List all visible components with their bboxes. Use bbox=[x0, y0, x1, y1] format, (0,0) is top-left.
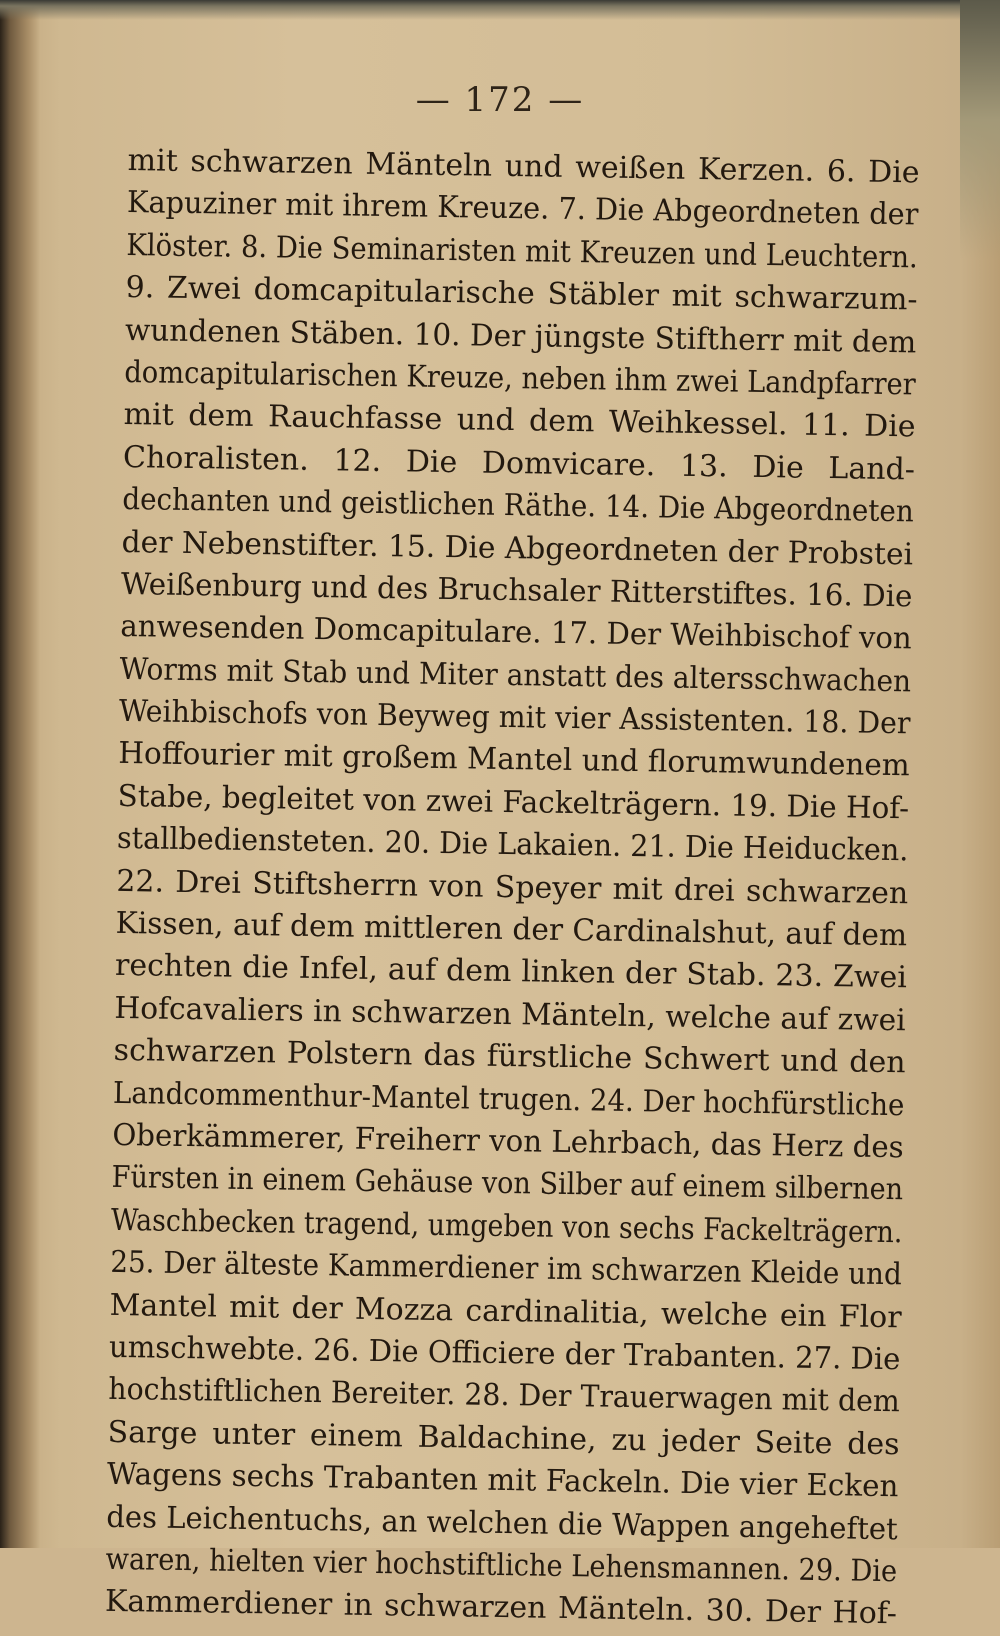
text-line: Kammerdiener in schwarzen Mänteln. 30. Der Hof- bbox=[104, 1584, 898, 1632]
book-spine-shadow bbox=[0, 0, 40, 1548]
text-line: Weißenburg und des Bruchsaler Ritterstiftes. 16. Die bbox=[120, 566, 913, 615]
top-edge-shadow bbox=[0, 0, 1000, 20]
page-number: — 172 — bbox=[415, 80, 585, 120]
text-line: Fürsten in einem Gehäuse von Silber auf einem silbernen bbox=[111, 1160, 904, 1208]
text-line: rechten die Infel, auf dem linken der Stab. 23. Zwei bbox=[114, 948, 908, 996]
text-line: 22. Drei Stiftsherrn von Speyer mit drei schwarzen bbox=[116, 863, 909, 911]
text-line: anwesenden Domcapitulare. 17. Der Weihbischof von bbox=[120, 609, 912, 657]
text-line: Worms mit Stab und Miter anstatt des altersschwachen bbox=[119, 651, 912, 700]
text-line: Klöster. 8. Die Seminaristen mit Kreuzen und Leuchtern. bbox=[126, 227, 919, 276]
text-line: schwarzen Polstern das fürstliche Schwert und den bbox=[113, 1033, 906, 1081]
text-line: Hoffourier mit großem Mantel und florumwundenem bbox=[118, 736, 910, 784]
text-line: des Leichentuchs, an welchen die Wappen angeheftet bbox=[106, 1499, 899, 1547]
body-text bbox=[105, 140, 920, 1636]
text-line: Kapuziner mit ihrem Kreuze. 7. Die Abgeordneten der bbox=[126, 185, 919, 233]
text-line: Waschbecken tragend, umgeben von sechs Fackelträgern. bbox=[110, 1202, 903, 1251]
text-line: Wagens sechs Trabanten mit Fackeln. Die vier Ecken bbox=[106, 1456, 899, 1505]
text-line: Stabe, begleitet von zwei Fackelträgern. 19. Die Hof- bbox=[117, 778, 910, 827]
text-line: 9. Zwei domcapitularische Stäbler mit schwarzum- bbox=[125, 270, 918, 318]
text-line: waren, hielten vier hochstiftliche Lehensmannen. 29. Die bbox=[105, 1541, 898, 1590]
text-line: Sarge unter einem Baldachine, zu jeder Seite des bbox=[107, 1414, 900, 1462]
text-line: Hofcavaliers in schwarzen Mänteln, welche auf zwei bbox=[114, 990, 906, 1039]
right-edge-shadow bbox=[960, 0, 1000, 260]
text-line: Mantel mit der Mozza cardinalitia, welche ein Flor bbox=[109, 1287, 902, 1335]
text-line: mit schwarzen Mänteln und weißen Kerzen. 6. Die bbox=[127, 142, 920, 191]
text-line: mit dem Rauchfasse und dem Weihkessel. 11. Die bbox=[123, 397, 916, 445]
text-line: domcapitularischen Kreuze, neben ihm zwei Landpfarrer bbox=[124, 354, 917, 403]
text-line: umschwebte. 26. Die Officiere der Trabanten. 27. Die bbox=[108, 1329, 901, 1378]
text-line: der Nebenstifter. 15. Die Abgeordneten der Probstei bbox=[121, 524, 914, 572]
text-line: stallbediensteten. 20. Die Lakaien. 21. Die Heiducken. bbox=[116, 821, 909, 869]
text-line: Kissen, auf dem mittleren der Cardinalshut, auf dem bbox=[115, 905, 908, 954]
text-line: Oberkämmerer, Freiherr von Lehrbach, das Herz des bbox=[112, 1117, 904, 1166]
text-line: dechanten und geistlichen Räthe. 14. Die Abgeordneten bbox=[122, 482, 915, 530]
text-line: wundenen Stäben. 10. Der jüngste Stiftherr mit dem bbox=[124, 312, 917, 360]
text-line: Landcommenthur-Mantel trugen. 24. Der hochfürstliche bbox=[112, 1075, 905, 1123]
text-line: Weihbischofs von Beyweg mit vier Assistenten. 18. Der bbox=[118, 694, 911, 742]
text-line: Choralisten. 12. Die Domvicare. 13. Die Land- bbox=[122, 439, 916, 488]
text-line: 25. Der älteste Kammerdiener im schwarzen Kleide und bbox=[110, 1245, 903, 1293]
text-line: hochstiftlichen Bereiter. 28. Der Trauerwagen mit dem bbox=[108, 1372, 901, 1420]
